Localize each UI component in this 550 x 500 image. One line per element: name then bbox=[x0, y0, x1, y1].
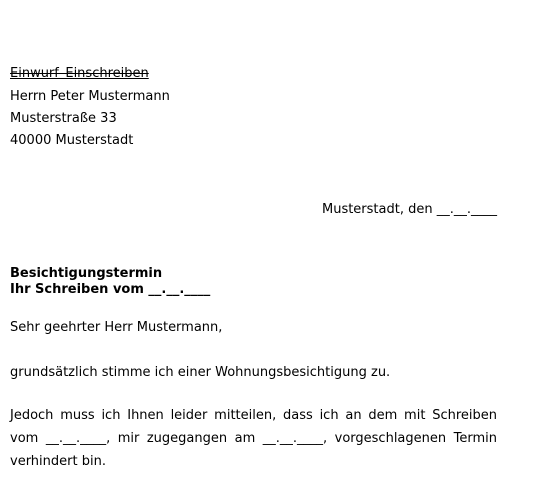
recipient-city: 40000 Musterstadt bbox=[10, 133, 134, 148]
body-paragraph-1: grundsätzlich stimme ich einer Wohnungsbesichtigung zu. bbox=[10, 365, 391, 380]
salutation: Sehr geehrter Herr Mustermann, bbox=[10, 320, 223, 335]
recipient-street: Musterstraße 33 bbox=[10, 111, 117, 126]
subject-title: Besichtigungstermin bbox=[10, 266, 163, 281]
subject-reference: Ihr Schreiben vom __.__.____ bbox=[10, 282, 211, 297]
body-paragraph-2: Jedoch muss ich Ihnen leider mitteilen, dass ich an dem mit Schreiben vom __.__.____, mir zugegangen am __.__.____, vorgeschlagenen Termin verhindert bin. bbox=[10, 408, 497, 469]
delivery-method-note: Einwurf–Einschreiben bbox=[10, 66, 149, 81]
recipient-name: Herrn Peter Mustermann bbox=[10, 89, 170, 104]
place-date-line: Musterstadt, den __.__.____ bbox=[321, 202, 497, 217]
